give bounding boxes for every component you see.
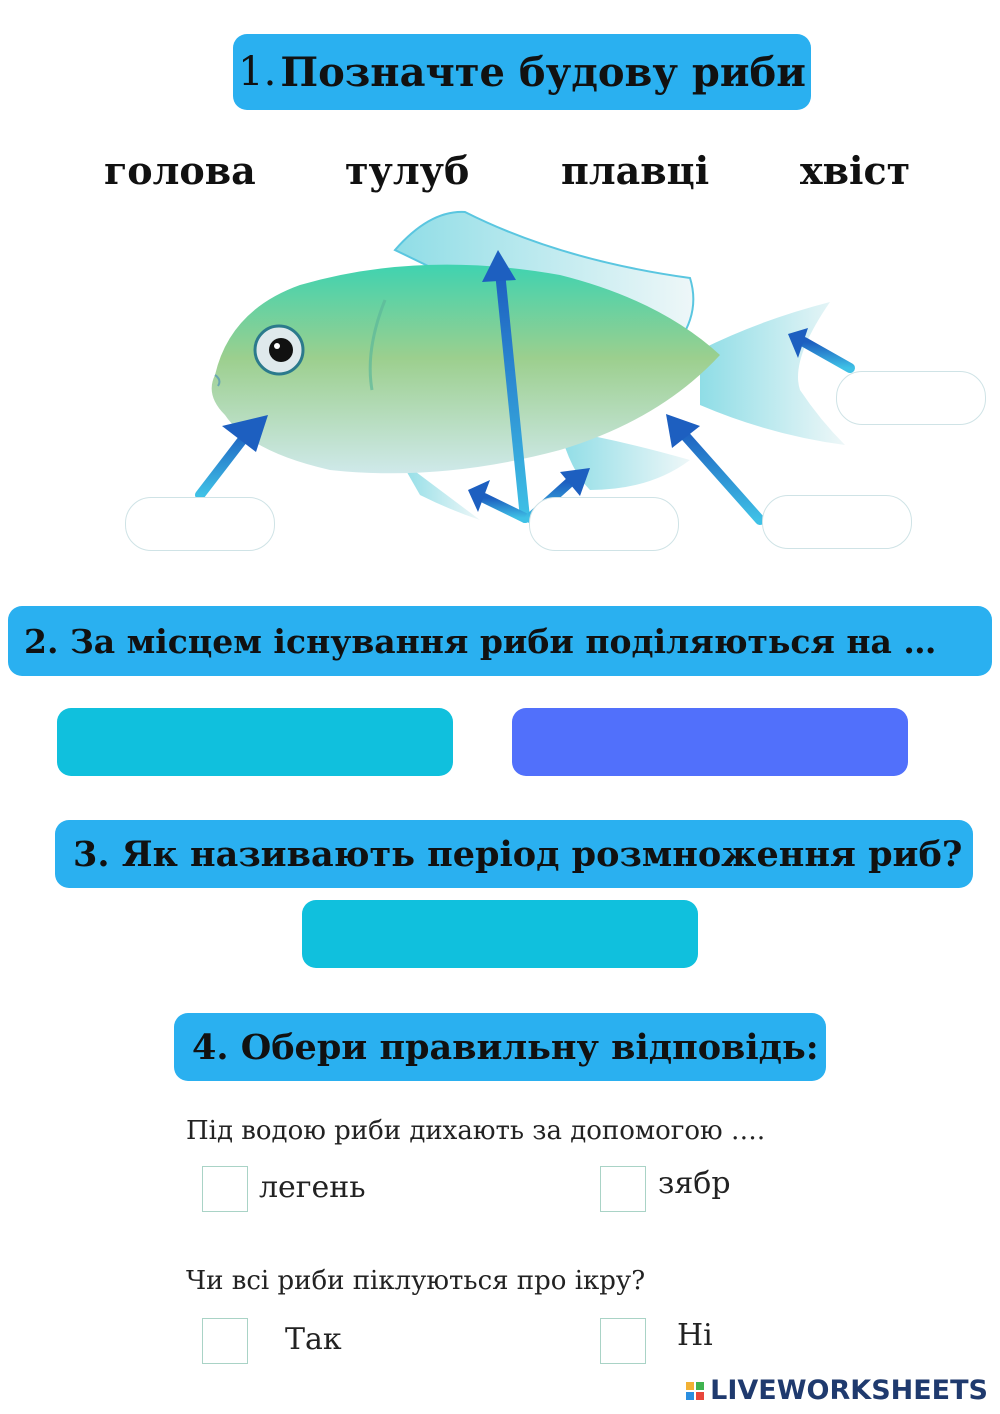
checkbox-q1-option-2[interactable]	[600, 1166, 646, 1212]
tail-fin	[700, 302, 845, 445]
question-1-text: Під водою риби дихають за допомогою ….	[186, 1116, 766, 1146]
answer-box-fins[interactable]	[529, 497, 679, 551]
answer-bar-3[interactable]	[302, 900, 698, 968]
section3-title: 3. Як називають період розмноження риб?	[73, 833, 963, 875]
arrow-body	[680, 430, 760, 520]
answer-bar-1[interactable]	[57, 708, 453, 776]
liveworksheets-logo	[686, 1375, 988, 1406]
section2-title-banner	[8, 606, 992, 676]
answer-box-body[interactable]	[762, 495, 912, 549]
section4-title-banner	[174, 1013, 826, 1081]
answer-box-head[interactable]	[125, 497, 275, 551]
q2-option-1-label: Так	[285, 1322, 342, 1357]
q1-option-1-label: легень	[259, 1170, 366, 1205]
section1-title-banner	[233, 34, 811, 110]
q1-option-2-label: зябр	[658, 1166, 731, 1201]
section1-title: Позначте будову риби	[280, 48, 806, 96]
question-2-text: Чи всі риби піклуються про ікру?	[186, 1266, 646, 1296]
checkbox-q1-option-1[interactable]	[202, 1166, 248, 1212]
checkbox-q2-option-2[interactable]	[600, 1318, 646, 1364]
logo-grid-icon	[686, 1382, 704, 1400]
section1-number: 1.	[238, 49, 277, 95]
answer-box-tail[interactable]	[836, 371, 986, 425]
arrow-tail	[804, 342, 850, 368]
section4-title: 4. Обери правильну відповідь:	[192, 1026, 819, 1068]
section2-title: 2. За місцем існування риби поділяються на …	[24, 621, 937, 661]
q2-option-2-label: Ні	[677, 1318, 713, 1353]
word-fins[interactable]: плавці	[561, 148, 710, 193]
answer-bar-2[interactable]	[512, 708, 908, 776]
word-head[interactable]: голова	[104, 148, 256, 193]
word-body[interactable]: тулуб	[345, 148, 470, 193]
word-tail[interactable]: хвіст	[800, 148, 911, 193]
footer-brand: LIVEWORKSHEETS	[710, 1375, 988, 1406]
checkbox-q2-option-1[interactable]	[202, 1318, 248, 1364]
section3-title-banner	[55, 820, 973, 888]
